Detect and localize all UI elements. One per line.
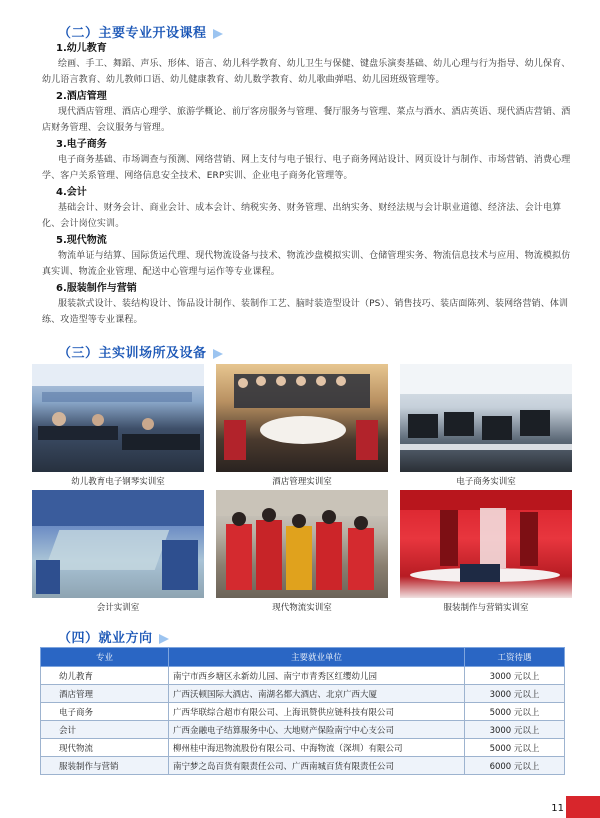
major-block — [42, 138, 572, 184]
table-row — [41, 721, 565, 739]
major-courses: 现代酒店管理、酒店心理学、旅游学概论、前厅客房服务与管理、餐厅服务与管理、菜点与酒水、酒店英语、现代酒店营销、酒店财务管理、会议服务与管理。 — [42, 107, 571, 133]
hotel-room-image — [216, 364, 388, 472]
major-courses: 绘画、手工、舞蹈、声乐、形体、语言、幼儿科学教育、幼儿卫生与保健、键盘乐演奏基础、幼儿心理与行为指导、幼儿保育、幼儿语言教育、幼儿教师口语、幼儿健康教育、幼儿数学教育、幼儿歌曲弹唱、幼儿园班级管理等。 — [42, 59, 571, 85]
fashion-room-image — [400, 490, 572, 598]
table-header-row — [41, 648, 565, 667]
major-title: 1.幼儿教育 — [56, 43, 107, 54]
photo-accounting-room — [32, 490, 204, 613]
photo-logistics-room — [216, 490, 388, 613]
cell-major: 酒店管理 — [41, 685, 169, 703]
table-row — [41, 757, 565, 775]
photo-caption: 幼儿教育电子钢琴实训室 — [71, 477, 165, 487]
major-block — [42, 90, 572, 136]
cell-major: 会计 — [41, 721, 169, 739]
table-row — [41, 685, 565, 703]
major-courses: 物流单证与结算、国际货运代理、现代物流设备与技术、物流沙盘模拟实训、仓储管理实务、物流信息技术与应用、物流模拟仿真实训、物流企业管理、配送中心管理与运作等专业课程。 — [42, 251, 571, 277]
photo-ecommerce-room — [400, 364, 572, 487]
photo-caption: 会计实训室 — [96, 603, 140, 613]
cell-salary: 3000 元以上 — [465, 685, 565, 703]
cell-employer: 柳州桂中海迅物流股份有限公司、中海物流（深圳）有限公司 — [169, 739, 465, 757]
cell-major: 现代物流 — [41, 739, 169, 757]
major-title: 4.会计 — [56, 187, 87, 198]
cell-employer: 南宁市西乡塘区永新幼儿园、南宁市青秀区红缨幼儿园 — [169, 667, 465, 685]
header-salary: 工资待遇 — [465, 648, 565, 667]
courses-section-title: （二）主要专业开设课程 — [58, 22, 223, 41]
major-courses: 服装款式设计、装结构设计、饰品设计制作、装制作工艺、脑时装造型设计（PS）、销售技巧、装店面陈列、装网络营销、体训练、攻造型等专业课程。 — [42, 299, 569, 325]
major-title: 5.现代物流 — [56, 235, 107, 246]
cell-major: 幼儿教育 — [41, 667, 169, 685]
table-row — [41, 667, 565, 685]
jobs-section-title: （四）就业方向 — [58, 627, 169, 646]
title-arrow-icon — [213, 29, 223, 39]
header-major: 专业 — [41, 648, 169, 667]
major-title: 2.酒店管理 — [56, 91, 107, 102]
cell-salary: 3000 元以上 — [465, 721, 565, 739]
employment-table — [40, 647, 565, 775]
cell-salary: 5000 元以上 — [465, 739, 565, 757]
cell-salary: 5000 元以上 — [465, 703, 565, 721]
photo-caption: 酒店管理实训室 — [272, 477, 332, 487]
ecommerce-room-image — [400, 364, 572, 472]
major-block — [42, 42, 572, 88]
major-title: 3.电子商务 — [56, 139, 107, 150]
major-block — [42, 186, 572, 232]
cell-major: 服装制作与营销 — [41, 757, 169, 775]
photo-fashion-room — [400, 490, 572, 613]
cell-salary: 6000 元以上 — [465, 757, 565, 775]
title-arrow-icon — [213, 349, 223, 359]
cell-employer: 广西沃顿国际大酒店、南湖名都大酒店、北京广西大厦 — [169, 685, 465, 703]
accounting-room-image — [32, 490, 204, 598]
photo-caption: 电子商务实训室 — [456, 477, 516, 487]
major-courses: 基础会计、财务会计、商业会计、成本会计、纳税实务、财务管理、出纳实务、财经法规与会计职业道德、经济法、会计电算化、会计岗位实训。 — [42, 203, 562, 229]
major-title: 6.服装制作与营销 — [56, 283, 137, 294]
photo-hotel-room — [216, 364, 388, 487]
facilities-section-title: （三）主实训场所及设备 — [58, 342, 223, 361]
courses-list — [42, 42, 572, 330]
logistics-room-image — [216, 490, 388, 598]
table-row — [41, 739, 565, 757]
major-courses: 电子商务基础、市场调查与预测、网络营销、网上支付与电子银行、电子商务网站设计、网页设计与制作、市场营销、消费心理学、客户关系管理、网络信息安全技术、ERP实训、企业电子商务化管理等。 — [42, 155, 571, 181]
header-employer: 主要就业单位 — [169, 648, 465, 667]
piano-room-image — [32, 364, 204, 472]
major-block — [42, 282, 572, 328]
cell-employer: 南宁梦之岛百货有限责任公司、广西南城百货有限责任公司 — [169, 757, 465, 775]
page-number: 11 — [551, 803, 564, 814]
title-arrow-icon — [159, 634, 169, 644]
photo-caption: 现代物流实训室 — [272, 603, 332, 613]
photo-caption: 服装制作与营销实训室 — [443, 603, 529, 613]
cell-salary: 3000 元以上 — [465, 667, 565, 685]
cell-major: 电子商务 — [41, 703, 169, 721]
major-block — [42, 234, 572, 280]
page-corner-bar — [566, 796, 600, 818]
table-row — [41, 703, 565, 721]
photo-piano-room — [32, 364, 204, 487]
cell-employer: 广西华联综合超市有限公司、上海讯赞供应链科技有限公司 — [169, 703, 465, 721]
cell-employer: 广西金融电子结算服务中心、大地财产保险南宁中心支公司 — [169, 721, 465, 739]
